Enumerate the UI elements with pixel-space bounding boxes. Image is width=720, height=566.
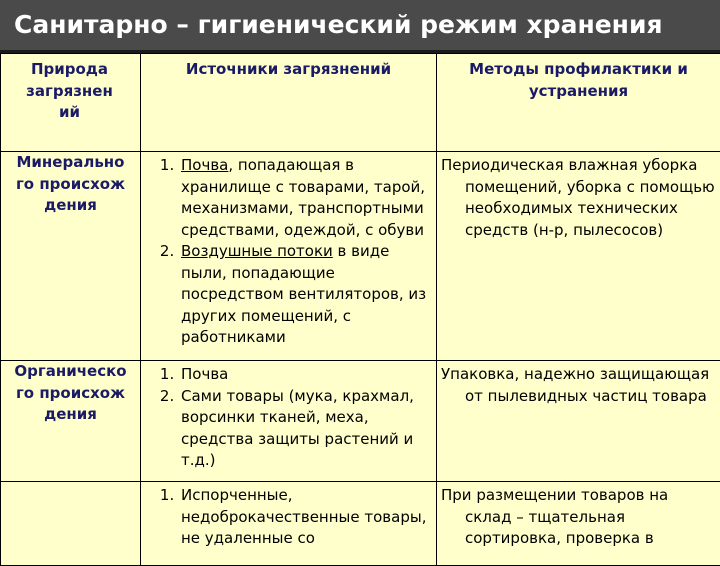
- nature-label: Минерально го происхож дения: [3, 152, 138, 217]
- source-text: Почва: [181, 365, 228, 383]
- nature-cell: [1, 482, 141, 566]
- table-row: [1, 361, 720, 482]
- sources-cell: [141, 152, 437, 361]
- header-nature-label: Природа загрязнен ий: [1, 59, 140, 124]
- methods-cell: [437, 152, 720, 361]
- methods-text: Упаковка, надежно защищающая от пылевидных частиц товара: [441, 364, 718, 407]
- source-text: Испорченные, недоброкачественные товары, не удаленные со: [181, 486, 426, 547]
- header-methods-label: Методы профилактики и устранения: [437, 59, 720, 102]
- hygiene-table: [0, 53, 720, 566]
- title-bar: [0, 0, 720, 50]
- table-row: [1, 482, 720, 566]
- methods-text: При размещении товаров на склад – тщательная сортировка, проверка в: [441, 485, 718, 550]
- header-sources: [141, 54, 437, 152]
- source-term: Воздушные потоки: [181, 242, 333, 260]
- list-item: [179, 155, 436, 241]
- list-item: [179, 364, 436, 386]
- methods-text: Периодическая влажная уборка помещений, уборка с помощью необходимых технических средств (н-р, пылесосов): [441, 155, 718, 241]
- page-title: Санитарно – гигиенический режим хранения: [14, 0, 720, 50]
- source-text: , попадающая в хранилище с товарами, тарой, механизмами, транспортными средствами, одеждой, с обуви: [181, 156, 425, 239]
- methods-cell: [437, 361, 720, 482]
- nature-cell: [1, 152, 141, 361]
- nature-label: Органическо го происхож дения: [3, 361, 138, 426]
- sources-list: [145, 155, 436, 349]
- sources-list: [145, 364, 436, 472]
- source-term: Почва: [181, 156, 228, 174]
- table-header-row: [1, 54, 720, 152]
- nature-cell: [1, 361, 141, 482]
- table-row: [1, 152, 720, 361]
- header-sources-label: Источники загрязнений: [141, 59, 436, 81]
- source-text: Сами товары (мука, крахмал, ворсинки тканей, меха, средства защиты растений и т.д.): [181, 387, 414, 470]
- sources-cell: [141, 361, 437, 482]
- sources-cell: [141, 482, 437, 566]
- list-item: [179, 386, 436, 472]
- source-text: в виде пыли, попадающие посредством вентиляторов, из других помещений, с работниками: [181, 242, 426, 346]
- methods-cell: [437, 482, 720, 566]
- list-item: [179, 241, 436, 349]
- header-methods: [437, 54, 720, 152]
- header-nature: [1, 54, 141, 152]
